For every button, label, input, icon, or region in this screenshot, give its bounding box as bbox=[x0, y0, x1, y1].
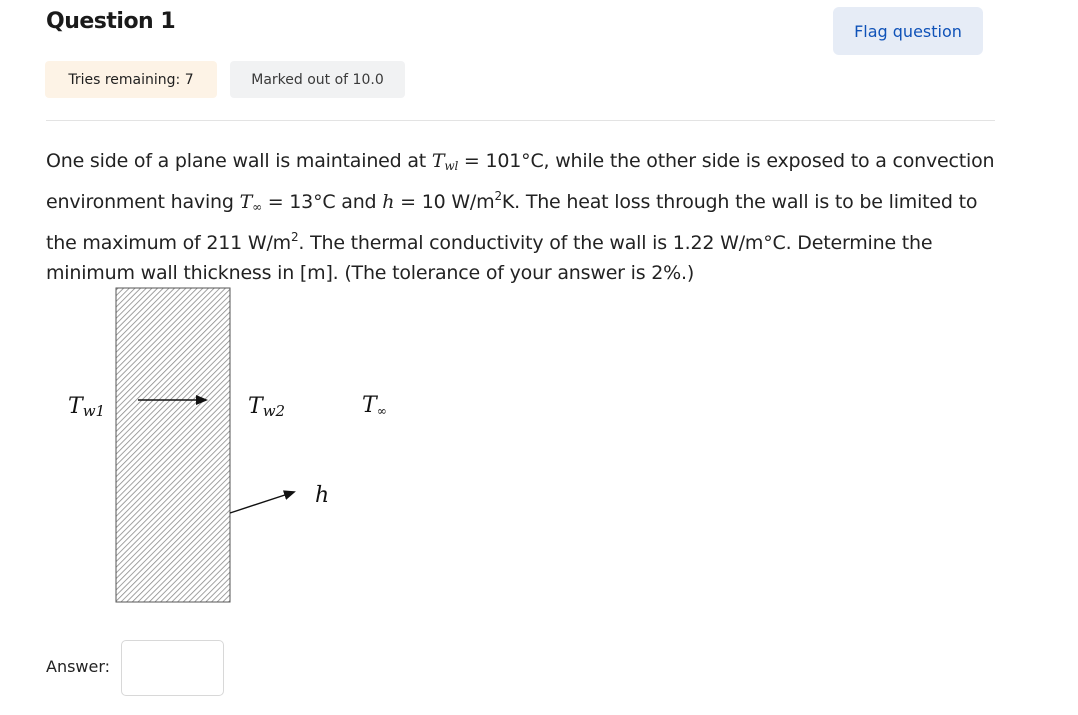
math-h: h bbox=[382, 191, 395, 213]
question-title: Question 1 bbox=[46, 9, 176, 34]
label-tw2: Tw2 bbox=[248, 394, 286, 420]
text-segment: . The thermal conductivity of the wall is 1.22 W/m°C. Determine the minimum wall thickness in [m]. (The tolerance of your answer is 2%.) bbox=[46, 232, 933, 284]
math-t-inf bbox=[240, 191, 262, 213]
math-var: T bbox=[239, 191, 253, 213]
question-text bbox=[46, 146, 996, 288]
marks-badge: Marked out of 10.0 bbox=[230, 61, 405, 98]
text-segment: = 10 W/m bbox=[394, 191, 495, 213]
answer-input[interactable] bbox=[121, 640, 224, 696]
question-paragraph bbox=[46, 146, 996, 288]
math-subscript: ∞ bbox=[252, 200, 262, 214]
flag-question-button[interactable]: Flag question bbox=[833, 7, 983, 55]
label-tinf: T∞ bbox=[362, 393, 387, 418]
math-var: T bbox=[431, 150, 445, 172]
label-h: h bbox=[315, 483, 330, 508]
text-segment: = 13°C and bbox=[261, 191, 383, 213]
convection-arrow bbox=[230, 492, 294, 513]
text-segment: = 101°C, while the other side is exposed to a convection environment having bbox=[46, 150, 995, 213]
math-t-wall1 bbox=[432, 150, 458, 172]
text-segment: One side of a plane wall is maintained at bbox=[46, 150, 432, 172]
header-divider bbox=[46, 120, 995, 121]
wall-hatch bbox=[116, 288, 230, 602]
plane-wall-figure bbox=[50, 282, 410, 612]
superscript: 2 bbox=[290, 230, 299, 244]
label-tw1: Tw1 bbox=[68, 394, 106, 420]
math-subscript: wl bbox=[444, 159, 459, 173]
superscript: 2 bbox=[494, 189, 502, 203]
text-segment: K. The heat loss through the wall is to be limited to the maximum of 211 W/m bbox=[46, 191, 978, 254]
tries-remaining-badge: Tries remaining: 7 bbox=[45, 61, 217, 98]
answer-label: Answer: bbox=[46, 657, 111, 676]
